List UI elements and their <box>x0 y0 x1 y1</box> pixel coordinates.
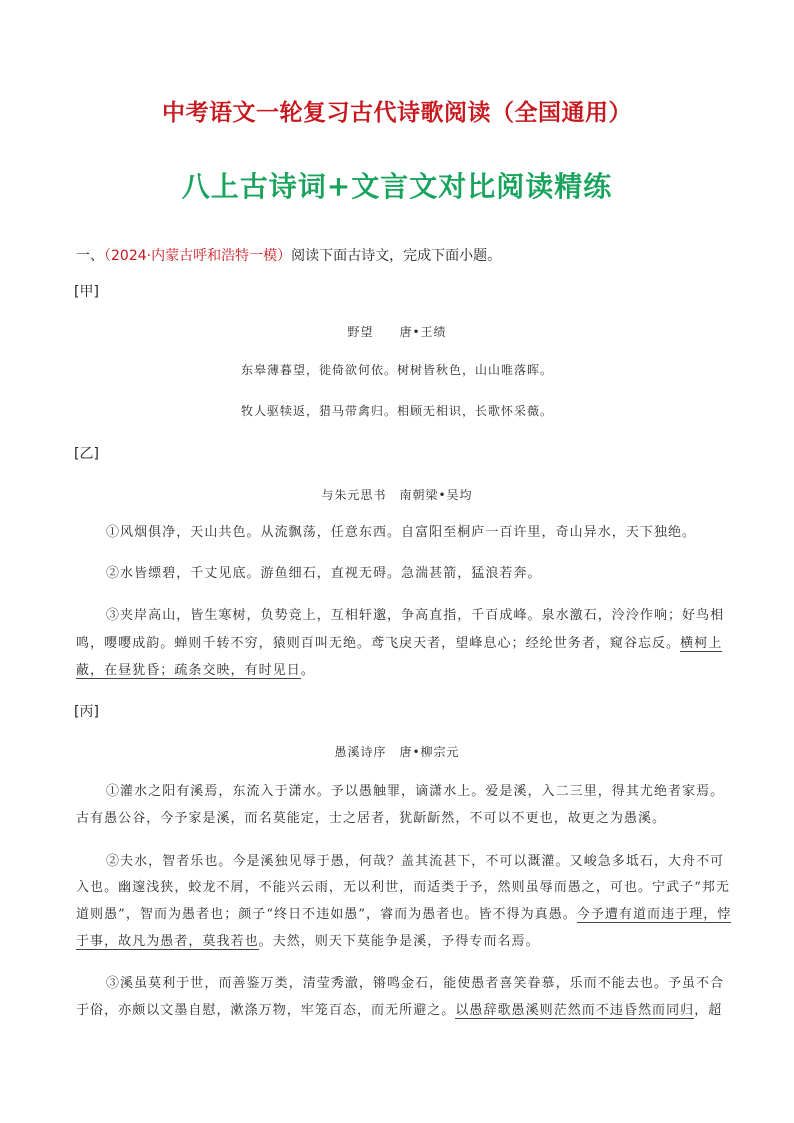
underlined-text: 于事，故凡为愚者，莫我若也 <box>76 934 259 949</box>
underlined-text: 横柯上 <box>680 636 723 651</box>
prose-paragraph <box>76 657 732 685</box>
prose-text: 于俗，亦颇以文墨自慰，漱涤万物，牢笼百态，而无所避之。 <box>76 1003 456 1018</box>
prose-text: 。 <box>300 663 315 678</box>
prose-paragraph <box>76 928 732 956</box>
prose-paragraph <box>76 901 732 929</box>
prose-title-bing: 愚溪诗序 唐•柳宗元 <box>334 745 460 759</box>
prose-paragraph: 古有愚公谷，今予家是溪，而名莫能定，士之居者，犹龂龂然，不可以不更也，故更之为愚溪。 <box>76 811 667 826</box>
question-heading <box>76 245 501 265</box>
question-source: （2024·内蒙古呼和浩特一模） <box>104 248 292 264</box>
question-number: 一、 <box>76 248 104 264</box>
underlined-text: 以愚辞歌愚溪则茫然而不违昏然而同归 <box>455 1003 695 1018</box>
underlined-text: 今予遭有道而违于理，悖 <box>576 907 732 922</box>
prose-paragraph: ①风烟俱净，天山共色。从流飘荡，任意东西。自富阳至桐庐一百许里，奇山异水，天下独绝。 <box>106 525 697 540</box>
prose-paragraph: ③溪虽莫利于世，而善鉴万类，清莹秀澈，锵鸣金石，能使愚者喜笑眷慕，乐而不能去也。予虽不合 <box>106 976 725 991</box>
underlined-text: 蔽，在昼犹昏；疏条交映，有时见日 <box>76 663 301 678</box>
prose-paragraph: ③夹岸高山，皆生寒树，负势竞上，互相轩邈，争高直指，千百成峰。泉水激石，泠泠作响；好鸟相 <box>106 608 725 623</box>
prose-paragraph <box>76 630 732 658</box>
prose-text: 鸣，嘤嘤成韵。蝉则千转不穷，猿则百叫无绝。鸢飞戾天者，望峰息心；经纶世务者，窥谷忘反。 <box>76 636 681 651</box>
section-label-yi: [乙] <box>74 446 99 462</box>
prose-paragraph: ①灌水之阳有溪焉，东流入于潇水。予以愚触罪，谪潇水上。爱是溪，入二三里，得其尤绝者家焉。 <box>106 784 725 799</box>
poem-line: 东皋薄暮望，徙倚欲何依。树树皆秋色，山山唯落晖。 <box>240 363 553 377</box>
prose-paragraph: ②水皆缥碧，千丈见底。游鱼细石，直视无碍。急湍甚箭，猛浪若奔。 <box>106 566 542 581</box>
prose-paragraph <box>76 997 732 1025</box>
prose-text: ，超 <box>694 1003 723 1018</box>
section-label-bing: [丙] <box>74 704 99 720</box>
section-label-jia: [甲] <box>74 284 99 300</box>
document-subtitle: 八上古诗词+文言文对比阅读精练 <box>181 170 613 203</box>
poem-title-jia: 野望 唐•王绩 <box>347 325 447 339</box>
prose-text: 道则愚”，智而为愚者也；颜子“终日不违如愚”，睿而为愚者也。皆不得为真愚。 <box>76 907 577 922</box>
prose-paragraph: ②夫水，智者乐也。今是溪独见辱于愚，何哉？盖其流甚下，不可以溉灌。又峻急多坻石，大舟不可 <box>106 854 725 869</box>
prose-paragraph: 入也。幽邃浅狭，蛟龙不屑，不能兴云雨，无以利世，而适类于予，然则虽辱而愚之，可也。宁武子“邦无 <box>76 880 730 895</box>
document-title: 中考语文一轮复习古代诗歌阅读（全国通用） <box>162 99 632 126</box>
poem-line: 牧人驱犊返，猎马带禽归。相顾无相识，长歌怀采薇。 <box>240 404 553 418</box>
prose-text: 。夫然，则天下莫能争是溪，予得专而名焉。 <box>258 934 540 949</box>
prose-title-yi: 与朱元思书 南朝梁•吴均 <box>321 488 473 502</box>
question-instruction: 阅读下面古诗文，完成下面小题。 <box>291 248 502 264</box>
